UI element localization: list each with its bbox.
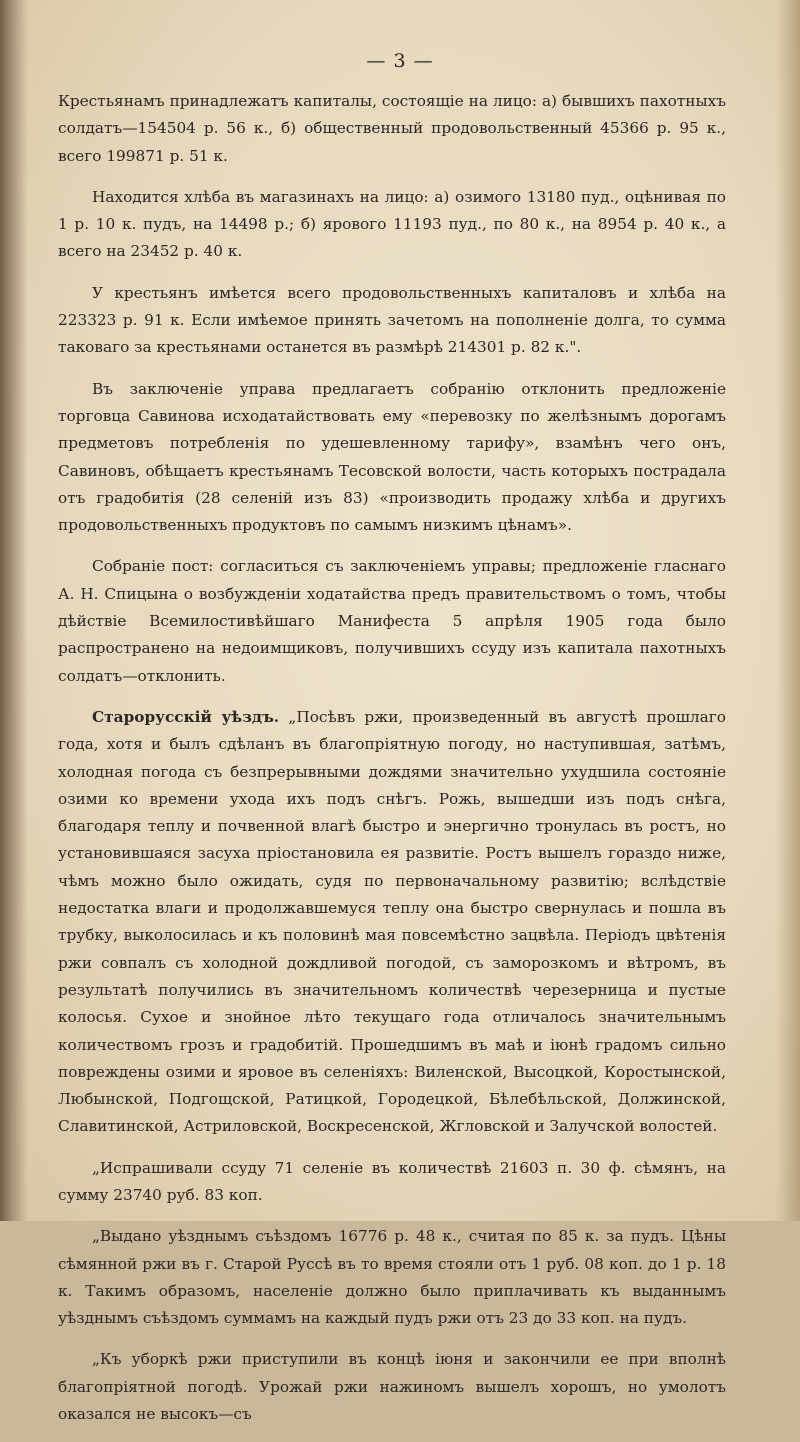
paragraph: Крестьянамъ принадлежатъ капиталы, состоящіе на лицо: а) бывшихъ пахотныхъ солдатъ—154504 р. 56 к., б) общественный продовольственный 45366 р. 95 к., всего 199871 р. 51 к. (58, 92, 726, 165)
page-number: — 3 — (366, 50, 434, 72)
section-heading: Старорусскій уѣздъ. (92, 707, 280, 726)
paragraph: „Испрашивали ссуду 71 селеніе въ количествѣ 21603 п. 30 ф. сѣмянъ, на сумму 23740 руб. 83 коп. (58, 1158, 726, 1204)
body-text (58, 88, 726, 1442)
paragraph: У крестьянъ имѣется всего продовольственныхъ капиталовъ и хлѣба на 223323 р. 91 к. Если имѣемое принять зачетомъ на пополненіе долга, то сумма таковаго за крестьянами останется въ размѣрѣ 214301 р. 82 к.". (58, 283, 726, 357)
paragraph: Собраніе пост: согласиться съ заключеніемъ управы; предложеніе гласнаго А. Н. Спицына о возбужденіи ходатайства предъ правительствомъ о томъ, чтобы дѣйствіе Всемилостивѣйшаго Манифеста 5 апрѣля 1905 года было распространено на недоимщиковъ, получившихъ ссуду изъ капитала пахотныхъ солдатъ—отклонить. (58, 557, 726, 685)
paragraph: Въ заключеніе управа предлагаетъ собранію отклонить предложеніе торговца Савинова исходатайствовать ему «перевозку по желѣзнымъ дорогамъ предметовъ потребленія по удешевленному тарифу», взамѣнъ чего онъ, Савиновъ, обѣщаетъ крестьянамъ Тесовской волости, часть которыхъ пострадала отъ градобитія (28 селеній изъ 83) «производить продажу хлѣба и другихъ продовольственныхъ продуктовъ по самымъ низкимъ цѣнамъ». (58, 379, 726, 535)
paragraph: „Выдано уѣзднымъ съѣздомъ 16776 р. 48 к., считая по 85 к. за пудъ. Цѣны сѣмянной ржи въ г. Старой Руссѣ въ то время стояли отъ 1 руб. 08 коп. до 1 р. 18 к. Такимъ образомъ, населеніе должно было приплачивать къ выданнымъ уѣзднымъ съѣздомъ суммамъ на каждый пудъ ржи отъ 23 до 33 коп. на пудъ. (58, 1227, 726, 1328)
paragraph: „Къ уборкѣ ржи приступили въ концѣ іюня и закончили ее при вполнѣ благопріятной погодѣ. Урожай ржи нажиномъ вышелъ хорошъ, но умолотъ оказался не высокъ—съ (58, 1350, 726, 1424)
page-binding-shadow (0, 0, 28, 1221)
paragraph-text: „Посѣвъ ржи, произведенный въ августѣ прошлаго года, хотя и былъ сдѣланъ въ благопріятную погоду, но наступившая, затѣмъ, холодная погода съ безпрерывными дождями значительно ухудшила состояніе озими ко времени ухода ихъ подъ снѣгъ. Рожь, вышедши изъ подъ снѣга, благодаря теплу и почвенной влагѣ быстро и энергично тронулась въ ростъ, но установившаяся засуха пріостановила ея развитіе. Ростъ вышелъ гораздо ниже, чѣмъ можно было ожидать, судя по первоначальному развитію; вслѣдствіе недостатка влаги и продолжавшемуся теплу она быстро свернулась и пошла въ трубку, выколосилась и къ половинѣ мая повсемѣстно зацвѣла. Періодъ цвѣтенія ржи совпалъ съ холодной дождливой погодой, съ заморозкомъ и вѣтромъ, въ результатѣ получились въ значительномъ количествѣ черезерница и пустые колосья. Сухое и знойное лѣто текущаго года отличалось значительнымъ количествомъ грозъ и градобитій. Прошедшимъ въ маѣ и іюнѣ градомъ сильно повреждены озими и яровое въ селеніяхъ: Виленской, Высоцкой, Коростынской, Любынской, Подгощской, Ратицкой, Городецкой, Бѣлебѣльской, Должинской, Славитинской, Астриловской, Воскресенской, Жгловской и Залучской волостей. (58, 707, 726, 1136)
paragraph: Находится хлѣба въ магазинахъ на лицо: а) озимого 13180 пуд., оцѣнивая по 1 р. 10 к. пудъ, на 14498 р.; б) ярового 11193 пуд., по 80 к., на 8954 р. 40 к., а всего на 23452 р. 40 к. (58, 187, 726, 261)
page-right-edge (776, 0, 800, 1221)
paragraph (58, 704, 726, 1141)
